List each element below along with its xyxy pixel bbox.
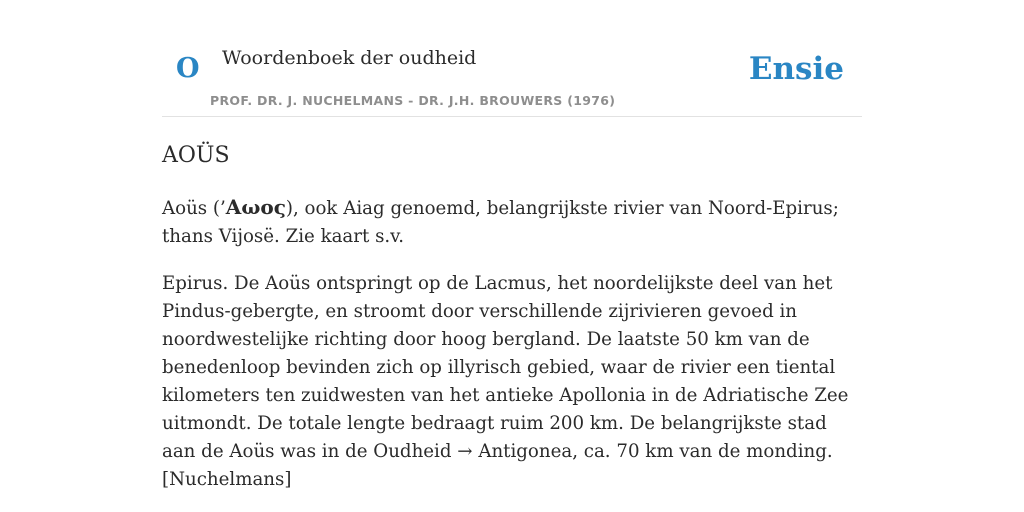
article-paragraph-1 (162, 193, 862, 251)
paragraph-1-text-end: ), ook Aiag genoemd, belangrijkste rivier van Noord-Epirus; thans Vijosë. Zie kaart s.v. (162, 198, 839, 247)
brand-logo-link[interactable]: Ensie (748, 51, 844, 87)
crossref-antigonea-link[interactable]: → Antigonea (457, 441, 573, 462)
index-letter[interactable]: O (176, 53, 200, 84)
paragraph-2-text-start: Epirus. De Aoüs ontspringt op de Lacmus, het noordelijkste deel van het Pindus-gebergte, en stroomt door verschillende zijrivieren gevoed in noordwestelijke richting door hoog bergland. De laatste 50 km van de benedenloop bevinden zich op illyrisch gebied, waar de rivier een tiental kilometers ten zuidwesten van het antieke Apollonia in de Adriatische Zee uitmondt. De totale lengte bedraagt ruim 200 km. De belangrijkste stad aan de Aoüs was in de Oudheid (162, 273, 849, 462)
entry-page (162, 0, 862, 494)
paragraph-1-text-start: Aoüs (’ (162, 198, 226, 219)
lemma-title: AOÜS (162, 143, 230, 168)
article-paragraph-2 (162, 270, 862, 494)
book-authors: PROF. DR. J. NUCHELMANS - DR. J.H. BROUWERS (1976) (210, 93, 616, 108)
entry-header (162, 0, 862, 117)
greek-name: Αωος (225, 195, 286, 219)
book-title[interactable]: Woordenboek der oudheid (222, 47, 477, 69)
paragraph-2-text-end: , ca. 70 km van de monding. [Nuchelmans] (162, 441, 833, 490)
